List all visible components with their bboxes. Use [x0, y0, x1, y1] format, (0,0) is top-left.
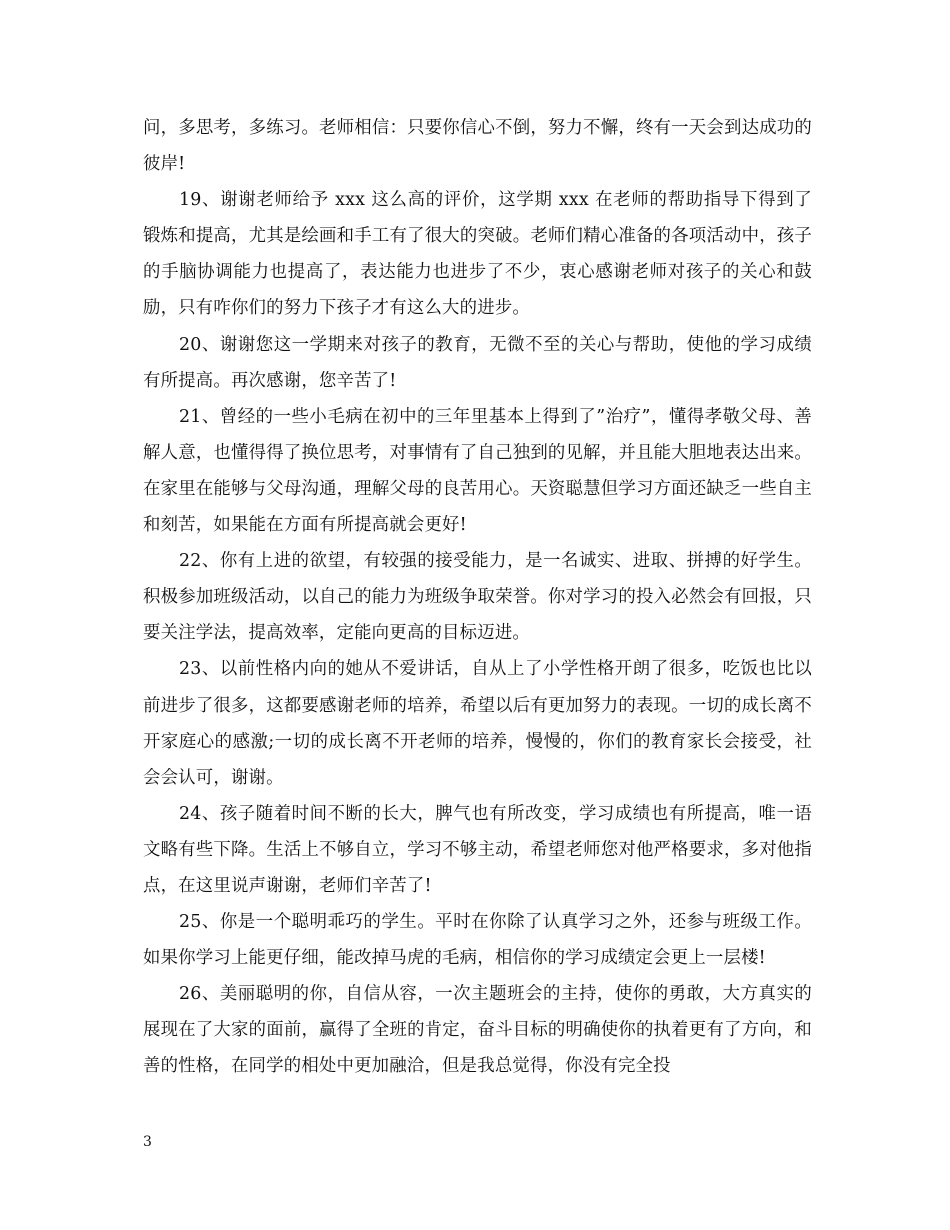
- paragraph-23: 23、以前性格内向的她从不爱讲话，自从上了小学性格开朗了很多，吃饭也比以前进步了很多，这都要感谢老师的培养，希望以后有更加努力的表现。一切的成长离不开家庭心的感激;一切的成长离不开老师的培养，慢慢的，你们的教育家长会接受，社会会认可，谢谢。: [143, 659, 812, 788]
- page-number: 3: [143, 1134, 152, 1150]
- paragraph-21: 21、曾经的一些小毛病在初中的三年里基本上得到了”治疗”，懂得孝敬父母、善解人意，也懂得得了换位思考，对事情有了自己独到的见解，并且能大胆地表达出来。在家里在能够与父母沟通，理解父母的良苦用心。天资聪慧但学习方面还缺乏一些自主和刻苦，如果能在方面有所提高就会更好!: [143, 406, 812, 536]
- paragraph-25: 25、你是一个聪明乖巧的学生。平时在你除了认真学习之外，还参与班级工作。如果你学习上能更仔细，能改掉马虎的毛病，相信你的学习成绩定会更上一层楼!: [143, 912, 812, 969]
- paragraph-20: 20、谢谢您这一学期来对孩子的教育，无微不至的关心与帮助，使他的学习成绩有所提高。再次感谢，您辛苦了!: [143, 334, 812, 391]
- paragraph-18-continued: 问，多思考，多练习。老师相信：只要你信心不倒，努力不懈，终有一天会到达成功的彼岸!: [143, 118, 812, 175]
- paragraph-22: 22、你有上进的欲望，有较强的接受能力，是一名诚实、进取、拼搏的好学生。积极参加班级活动，以自己的能力为班级争取荣誉。你对学习的投入必然会有回报，只要关注学法，提高效率，定能向更高的目标迈进。: [143, 551, 812, 644]
- paragraph-24: 24、孩子随着时间不断的长大，脾气也有所改变，学习成绩也有所提高，唯一语文略有些下降。生活上不够自立，学习不够主动，希望老师您对他严格要求，多对他指点，在这里说声谢谢，老师们辛苦了!: [143, 803, 812, 896]
- paragraph-26: 26、美丽聪明的你，自信从容，一次主题班会的主持，使你的勇敢，大方真实的展现在了大家的面前，赢得了全班的肯定，奋斗目标的明确使你的执着更有了方向，和善的性格，在同学的相处中更加融洽，但是我总觉得，你没有完全投: [143, 984, 812, 1077]
- paragraph-19: 19、谢谢老师给予 xxx 这么高的评价，这学期 xxx 在老师的帮助指导下得到了锻炼和提高，尤其是绘画和手工有了很大的突破。老师们精心准备的各项活动中，孩子的手脑协调能力也提高了，表达能力也进步了不少，衷心感谢老师对孩子的关心和鼓励，只有咋你们的努力下孩子才有这么大的进步。: [143, 190, 812, 319]
- document-body: [143, 110, 812, 1085]
